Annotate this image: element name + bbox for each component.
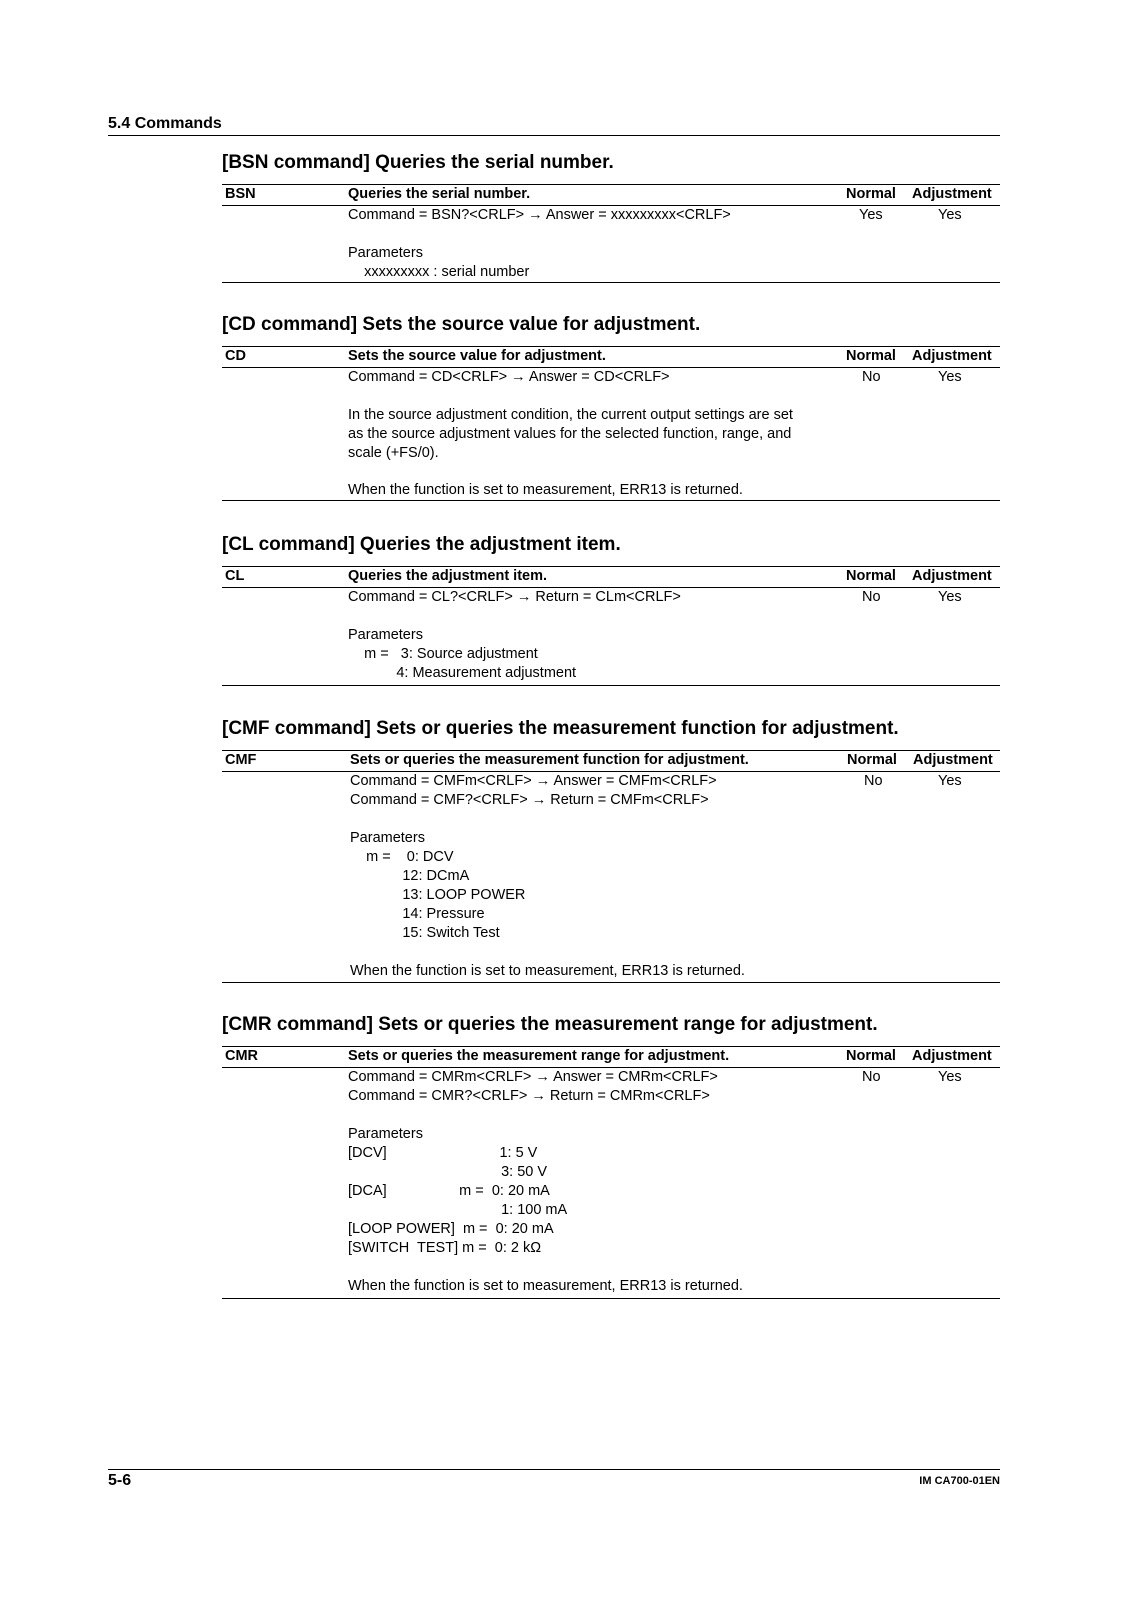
body-line: When the function is set to measurement, ERR13 is returned. bbox=[348, 1278, 743, 1294]
bsn-title: [BSN command] Queries the serial number. bbox=[222, 152, 614, 173]
body-line: 15: Switch Test bbox=[350, 925, 500, 941]
command-code: CMR bbox=[225, 1048, 259, 1064]
command-summary: Sets or queries the measurement function for adjustment. bbox=[350, 752, 749, 768]
adjustment-value: Yes bbox=[938, 589, 962, 605]
body-line: Command = CL?<CRLF> → Return = CLm<CRLF> bbox=[348, 589, 681, 605]
normal-label: Normal bbox=[846, 568, 896, 584]
body-line: scale (+FS/0). bbox=[348, 445, 439, 461]
body-line: 3: 50 V bbox=[348, 1164, 548, 1180]
adjustment-value: Yes bbox=[938, 369, 962, 385]
body-line: 4: Measurement adjustment bbox=[348, 665, 577, 681]
body-line: When the function is set to measurement, ERR13 is returned. bbox=[348, 482, 743, 498]
body-line: Command = CMF?<CRLF> → Return = CMFm<CRLF> bbox=[350, 792, 709, 808]
table-header bbox=[222, 346, 1000, 368]
command-code: CMF bbox=[225, 752, 257, 768]
cl-title: [CL command] Queries the adjustment item. bbox=[222, 534, 621, 555]
normal-value: No bbox=[864, 773, 883, 789]
command-summary: Queries the adjustment item. bbox=[348, 568, 548, 584]
normal-label: Normal bbox=[846, 1048, 896, 1064]
body-line: Command = CD<CRLF> → Answer = CD<CRLF> bbox=[348, 369, 670, 385]
command-code: CD bbox=[225, 348, 246, 364]
table-body bbox=[222, 206, 1000, 283]
cmr-title: [CMR command] Sets or queries the measurement range for adjustment. bbox=[222, 1014, 878, 1035]
cmf-table bbox=[222, 750, 1000, 983]
adjustment-label: Adjustment bbox=[912, 186, 992, 202]
table-body bbox=[222, 772, 1000, 983]
page-footer bbox=[108, 1469, 1000, 1489]
table-header bbox=[222, 1046, 1000, 1068]
body-line: m = 0: DCV bbox=[350, 849, 454, 865]
cd-table bbox=[222, 346, 1000, 501]
command-summary: Sets or queries the measurement range for adjustment. bbox=[348, 1048, 730, 1064]
normal-value: Yes bbox=[859, 207, 883, 223]
document-id: IM CA700-01EN bbox=[919, 1475, 1000, 1487]
section-heading: 5.4 Commands bbox=[108, 115, 222, 132]
normal-label: Normal bbox=[847, 752, 897, 768]
body-line: [SWITCH TEST] m = 0: 2 kΩ bbox=[348, 1240, 542, 1256]
command-summary: Queries the serial number. bbox=[348, 186, 531, 202]
body-line: Parameters bbox=[348, 627, 423, 643]
adjustment-value: Yes bbox=[938, 1069, 962, 1085]
body-line: 12: DCmA bbox=[350, 868, 470, 884]
body-line: Command = BSN?<CRLF> → Answer = xxxxxxxxx<CRLF> bbox=[348, 207, 731, 223]
body-line: Parameters bbox=[348, 245, 423, 261]
cmr-table bbox=[222, 1046, 1000, 1299]
table-header bbox=[222, 566, 1000, 588]
body-line: Parameters bbox=[350, 830, 425, 846]
adjustment-label: Adjustment bbox=[913, 752, 993, 768]
adjustment-value: Yes bbox=[938, 773, 962, 789]
bsn-table bbox=[222, 184, 1000, 283]
body-line: 1: 100 mA bbox=[348, 1202, 568, 1218]
body-line: In the source adjustment condition, the current output settings are set bbox=[348, 407, 793, 423]
adjustment-label: Adjustment bbox=[912, 1048, 992, 1064]
table-body bbox=[222, 588, 1000, 686]
table-header bbox=[222, 750, 1000, 772]
body-line: [DCA] m = 0: 20 mA bbox=[348, 1183, 550, 1199]
body-line: When the function is set to measurement, ERR13 is returned. bbox=[350, 963, 745, 979]
cmf-title: [CMF command] Sets or queries the measurement function for adjustment. bbox=[222, 718, 899, 739]
adjustment-label: Adjustment bbox=[912, 348, 992, 364]
normal-label: Normal bbox=[846, 186, 896, 202]
normal-label: Normal bbox=[846, 348, 896, 364]
body-line: 14: Pressure bbox=[350, 906, 485, 922]
body-line: Command = CMR?<CRLF> → Return = CMRm<CRLF> bbox=[348, 1088, 710, 1104]
command-summary: Sets the source value for adjustment. bbox=[348, 348, 606, 364]
command-code: CL bbox=[225, 568, 245, 584]
table-body bbox=[222, 368, 1000, 501]
page-number: 5-6 bbox=[108, 1472, 132, 1489]
normal-value: No bbox=[862, 1069, 881, 1085]
body-line: Command = CMFm<CRLF> → Answer = CMFm<CRLF> bbox=[350, 773, 717, 789]
normal-value: No bbox=[862, 369, 881, 385]
cd-title: [CD command] Sets the source value for adjustment. bbox=[222, 314, 701, 335]
body-line: as the source adjustment values for the selected function, range, and bbox=[348, 426, 792, 442]
body-line: 13: LOOP POWER bbox=[350, 887, 526, 903]
body-line: m = 3: Source adjustment bbox=[348, 646, 538, 662]
body-line: [DCV] 1: 5 V bbox=[348, 1145, 538, 1161]
command-code: BSN bbox=[225, 186, 256, 202]
body-line: Parameters bbox=[348, 1126, 423, 1142]
normal-value: No bbox=[862, 589, 881, 605]
adjustment-label: Adjustment bbox=[912, 568, 992, 584]
adjustment-value: Yes bbox=[938, 207, 962, 223]
section-header bbox=[108, 115, 1000, 136]
body-line: xxxxxxxxx : serial number bbox=[348, 264, 530, 280]
table-header bbox=[222, 184, 1000, 206]
table-body bbox=[222, 1068, 1000, 1299]
body-line: Command = CMRm<CRLF> → Answer = CMRm<CRLF> bbox=[348, 1069, 718, 1085]
body-line: [LOOP POWER] m = 0: 20 mA bbox=[348, 1221, 554, 1237]
cl-table bbox=[222, 566, 1000, 686]
